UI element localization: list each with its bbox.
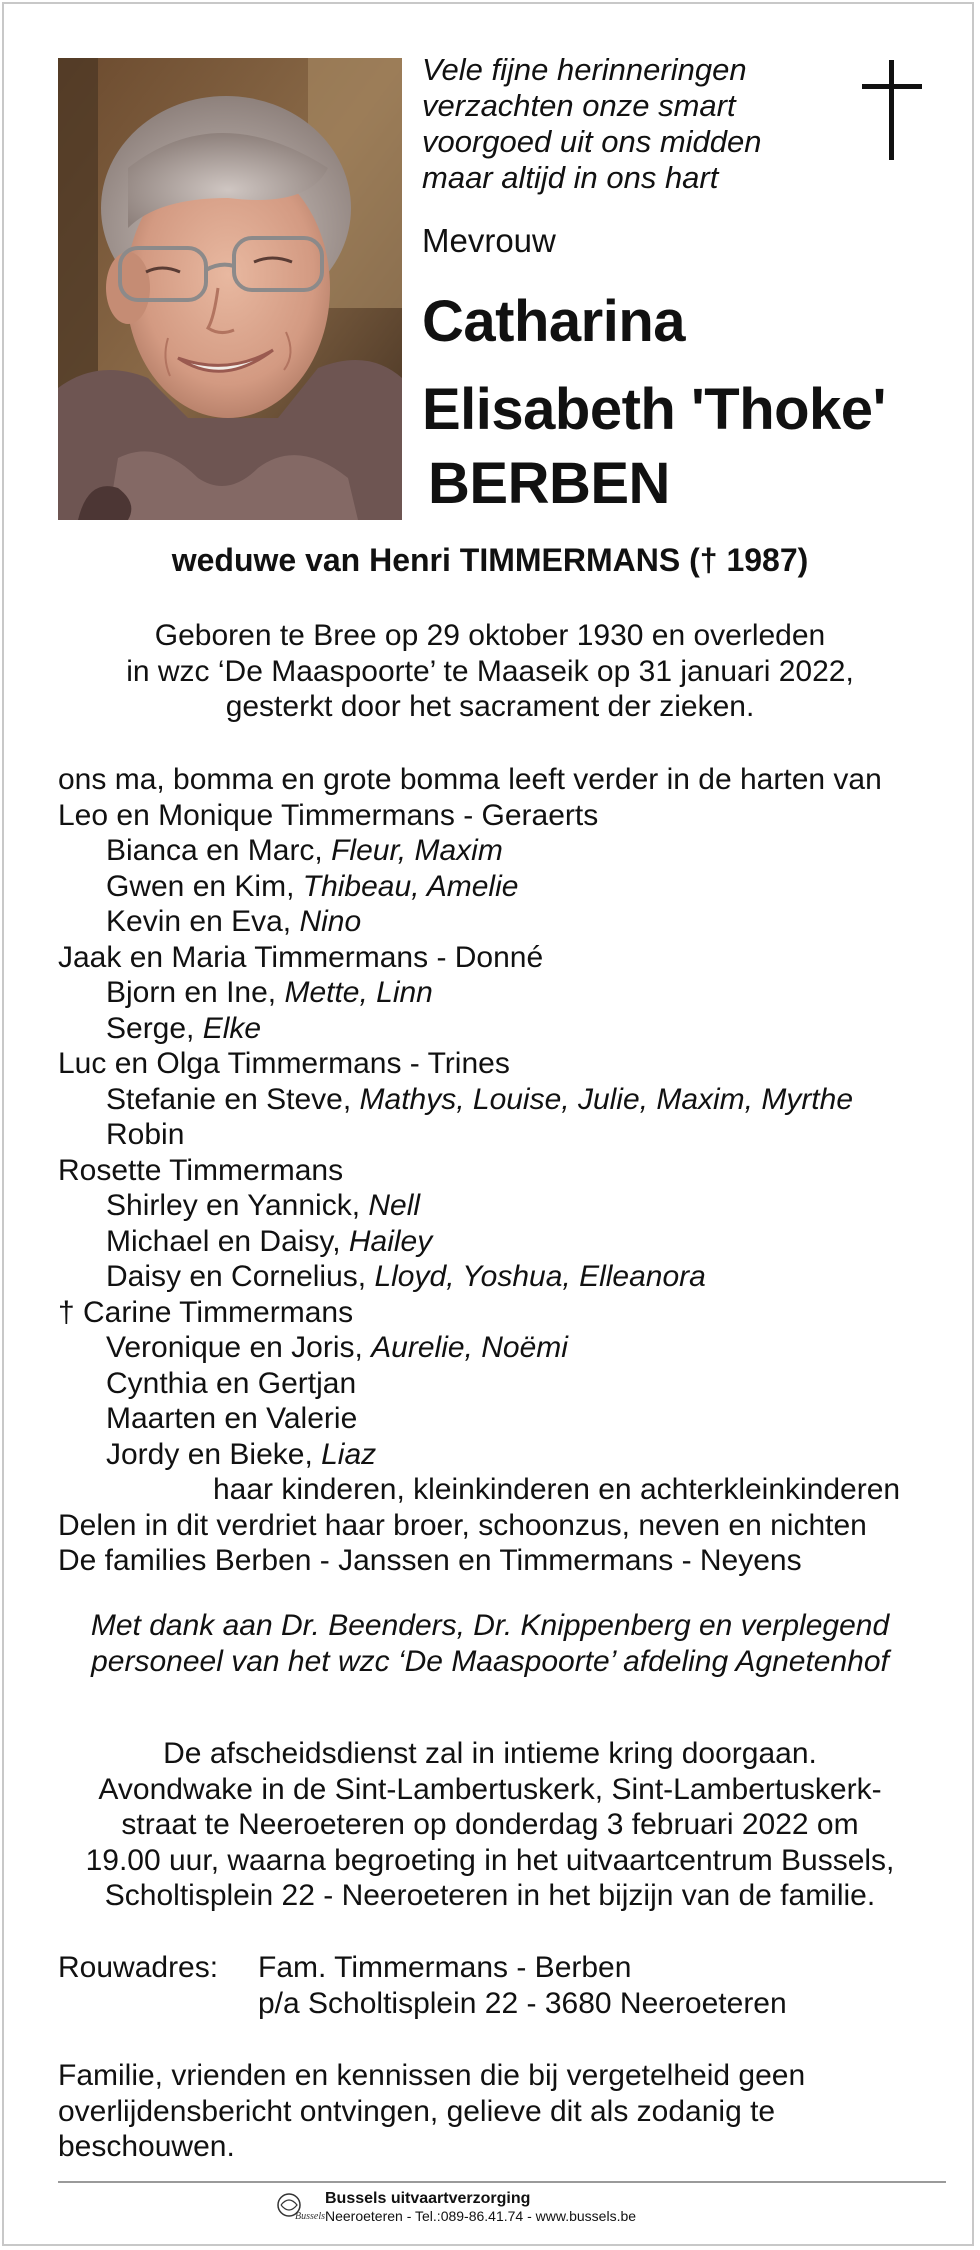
family-line bbox=[58, 1082, 938, 1118]
mourning-address bbox=[58, 1950, 787, 2022]
family-line bbox=[58, 1543, 938, 1579]
title-salutation: Mevrouw bbox=[422, 222, 556, 259]
family-member: Veronique en Joris, bbox=[106, 1331, 372, 1364]
footer-divider bbox=[58, 2181, 946, 2183]
poem-line: Vele fijne herinneringen bbox=[422, 52, 747, 87]
family-member: Kevin en Eva, bbox=[106, 905, 300, 938]
family-children: Hailey bbox=[348, 1224, 433, 1258]
family-member: Serge, bbox=[106, 1011, 203, 1045]
family-line bbox=[58, 1366, 938, 1402]
family-children: Elke bbox=[202, 1011, 262, 1045]
family-line bbox=[58, 1011, 938, 1047]
family-line bbox=[58, 1401, 938, 1437]
family-line bbox=[58, 1117, 938, 1153]
family-member: Jordy en Bieke, bbox=[106, 1437, 322, 1471]
service-line: straat te Neeroeteren op donderdag 3 februari 2022 om bbox=[121, 1808, 859, 1841]
family-member: Cynthia en Gertjan bbox=[106, 1366, 357, 1400]
family-line bbox=[58, 904, 938, 940]
address-line: p/a Scholtisplein 22 - 3680 Neeroeteren bbox=[258, 1987, 787, 2020]
family-children: Liaz bbox=[321, 1437, 377, 1471]
address-line: Fam. Timmermans - Berben bbox=[258, 1951, 632, 1984]
poem-line: verzachten onze smart bbox=[422, 88, 736, 123]
deceased-middle-name: Elisabeth 'Thoke' bbox=[422, 377, 886, 442]
family-children: Nell bbox=[368, 1189, 421, 1222]
family-line bbox=[58, 798, 938, 834]
family-member: Stefanie en Steve, bbox=[106, 1082, 360, 1116]
family-children: Fleur, Maxim bbox=[331, 834, 503, 867]
service-line: 19.00 uur, waarna begroeting in het uitvaartcentrum Bussels, bbox=[85, 1843, 895, 1877]
family-children: Aurelie, Noëmi bbox=[371, 1331, 568, 1364]
family-line bbox=[58, 762, 938, 798]
family-line bbox=[58, 1188, 938, 1224]
family-member: Gwen en Kim, bbox=[106, 869, 303, 903]
poem-line: maar altijd in ons hart bbox=[422, 160, 719, 195]
family-line bbox=[58, 1295, 938, 1331]
family-member: De families Berben - Janssen en Timmermans - Neyens bbox=[58, 1544, 802, 1577]
family-line bbox=[58, 1330, 938, 1366]
deceased-surname: BERBEN bbox=[428, 451, 670, 516]
family-line bbox=[58, 1046, 938, 1082]
family-line bbox=[58, 1259, 938, 1295]
family-line bbox=[58, 833, 938, 869]
family-line bbox=[58, 1472, 938, 1508]
birth-line: Geboren te Bree op 29 oktober 1930 en overleden bbox=[154, 619, 826, 652]
service-line: Avondwake in de Sint-Lambertuskerk, Sint-Lambertuskerk- bbox=[98, 1772, 882, 1806]
family-children: Thibeau, Amelie bbox=[302, 869, 519, 903]
family-children: Mathys, Louise, Julie, Maxim, Myrthe bbox=[359, 1082, 854, 1116]
family-member: haar kinderen, kleinkinderen en achterkleinkinderen bbox=[213, 1473, 901, 1506]
poem-line: voorgoed uit ons midden bbox=[422, 124, 762, 159]
address-label: Rouwadres: bbox=[58, 1951, 219, 1984]
closing-line: overlijdensbericht ontvingen, gelieve dit als zodanig te bbox=[58, 2094, 776, 2128]
family-line bbox=[58, 975, 938, 1011]
thanks-line: Met dank aan Dr. Beenders, Dr. Knippenberg en verplegend bbox=[90, 1609, 890, 1642]
thanks-note bbox=[0, 1608, 980, 1679]
family-member: † Carine Timmermans bbox=[58, 1295, 354, 1329]
footer bbox=[275, 2190, 636, 2225]
service-line: Scholtisplein 22 - Neeroeteren in het bijzijn van de familie. bbox=[104, 1879, 876, 1912]
funeral-home-logo-icon bbox=[275, 2191, 325, 2225]
family-member: Robin bbox=[106, 1118, 185, 1151]
family-member: Jaak en Maria Timmermans - Donné bbox=[58, 940, 544, 974]
closing-line: beschouwen. bbox=[58, 2130, 235, 2163]
family-member: ons ma, bomma en grote bomma leeft verder in de harten van bbox=[58, 763, 882, 796]
family-list bbox=[58, 762, 938, 1579]
memorial-poem bbox=[422, 52, 842, 196]
family-children: Mette, Linn bbox=[284, 976, 433, 1009]
company-name: Bussels uitvaartverzorging bbox=[325, 2190, 531, 2207]
family-member: Bjorn en Ine, bbox=[106, 976, 285, 1009]
portrait-image bbox=[58, 58, 402, 520]
family-member: Luc en Olga Timmermans - Trines bbox=[58, 1047, 510, 1080]
logo-text: Bussels bbox=[295, 2210, 325, 2222]
deceased-first-name: Catharina bbox=[422, 289, 686, 354]
family-line bbox=[58, 1153, 938, 1189]
closing-line: Familie, vrienden en kennissen die bij vergetelheid geen bbox=[58, 2059, 806, 2092]
portrait-photo bbox=[58, 58, 402, 520]
family-member: Leo en Monique Timmermans - Geraerts bbox=[58, 798, 599, 832]
cross-icon bbox=[862, 60, 922, 160]
family-member: Rosette Timmermans bbox=[58, 1153, 344, 1187]
family-line bbox=[58, 940, 938, 976]
family-line bbox=[58, 1437, 938, 1473]
family-line bbox=[58, 1508, 938, 1544]
family-member: Shirley en Yannick, bbox=[106, 1189, 369, 1222]
family-member: Daisy en Cornelius, bbox=[106, 1260, 375, 1293]
family-member: Maarten en Valerie bbox=[106, 1402, 358, 1435]
closing-note bbox=[58, 2058, 918, 2165]
company-contact: Neeroeteren - Tel.:089-86.41.74 - www.bussels.be bbox=[325, 2208, 637, 2224]
family-member: Michael en Daisy, bbox=[106, 1224, 349, 1258]
service-line: De afscheidsdienst zal in intieme kring doorgaan. bbox=[163, 1737, 817, 1770]
family-line bbox=[58, 869, 938, 905]
family-line bbox=[58, 1224, 938, 1260]
service-info bbox=[0, 1736, 980, 1914]
birth-line: gesterkt door het sacrament der zieken. bbox=[225, 690, 755, 723]
family-member: Bianca en Marc, bbox=[106, 834, 332, 867]
family-member: Delen in dit verdriet haar broer, schoonzus, neven en nichten bbox=[58, 1508, 867, 1542]
birth-death-info bbox=[0, 618, 980, 725]
widow-of: weduwe van Henri TIMMERMANS († 1987) bbox=[171, 542, 809, 578]
thanks-line: personeel van het wzc ‘De Maaspoorte’ afdeling Agnetenhof bbox=[91, 1644, 889, 1678]
family-children: Lloyd, Yoshua, Elleanora bbox=[374, 1260, 706, 1293]
birth-line: in wzc ‘De Maaspoorte’ te Maaseik op 31 januari 2022, bbox=[126, 654, 854, 688]
family-children: Nino bbox=[299, 905, 362, 938]
